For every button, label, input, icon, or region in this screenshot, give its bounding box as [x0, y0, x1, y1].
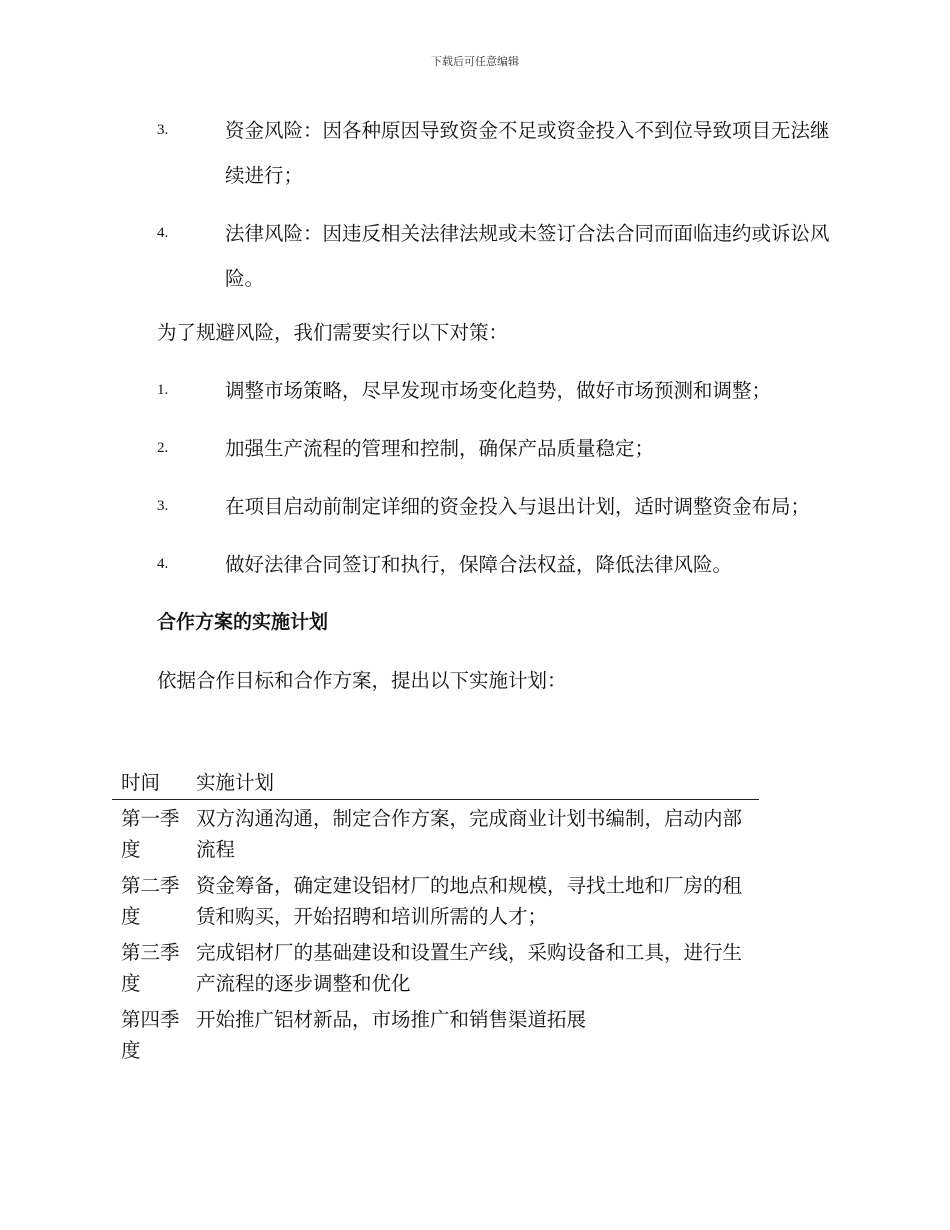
list-item-text: 资金风险：因各种原因导致资金不足或资金投入不到位导致项目无法继续进行；	[225, 119, 830, 187]
table-cell-time: 第一季度	[121, 807, 180, 861]
list-item-text: 做好法律合同签订和执行，保障合法权益，降低法律风险。	[225, 553, 733, 576]
table-row	[112, 934, 759, 1001]
list-item	[112, 108, 834, 198]
table-cell-plan: 开始推广铝材新品，市场推广和销售渠道拓展	[196, 1008, 587, 1031]
table-header-row	[112, 764, 759, 800]
list-item-text: 调整市场策略，尽早发现市场变化趋势，做好市场预测和调整；	[225, 379, 772, 402]
table-cell-time: 第四季度	[121, 1008, 180, 1062]
list-item-text: 加强生产流程的管理和控制，确保产品质量稳定；	[225, 437, 655, 460]
table-cell-plan: 完成铝材厂的基础建设和设置生产线，采购设备和工具，进行生产流程的逐步调整和优化	[196, 941, 743, 995]
table-row	[112, 1001, 759, 1068]
list-number: 2.	[157, 440, 169, 456]
table-row	[112, 800, 759, 868]
table-row	[112, 867, 759, 934]
risk-list	[112, 108, 834, 301]
table-header-time: 时间	[112, 764, 187, 800]
implementation-plan-table	[112, 764, 759, 1068]
list-number: 4.	[157, 225, 169, 241]
list-item	[112, 542, 834, 587]
list-number: 3.	[157, 122, 169, 138]
table-cell-plan: 双方沟通沟通，制定合作方案，完成商业计划书编制，启动内部流程	[196, 807, 743, 861]
list-item	[112, 368, 834, 413]
list-number: 3.	[157, 498, 169, 514]
table-cell-plan: 资金筹备，确定建设铝材厂的地点和规模，寻找土地和厂房的租赁和购买，开始招聘和培训所需的人才；	[196, 874, 743, 928]
list-item-text: 在项目启动前制定详细的资金投入与退出计划，适时调整资金布局；	[225, 495, 811, 518]
intro-paragraph: 为了规避风险，我们需要实行以下对策：	[157, 321, 509, 344]
section-intro: 依据合作目标和合作方案，提出以下实施计划：	[157, 669, 567, 692]
list-item	[112, 484, 834, 529]
table-cell-time: 第二季度	[121, 874, 180, 928]
list-item	[112, 426, 834, 471]
list-number: 4.	[157, 556, 169, 572]
measures-section	[112, 310, 834, 703]
page-header-note: 下载后可任意编辑	[431, 55, 519, 68]
list-item-text: 法律风险：因违反相关法律法规或未签订合法合同而面临违约或诉讼风险。	[225, 222, 830, 290]
table-header-plan: 实施计划	[187, 764, 759, 800]
table-cell-time: 第三季度	[121, 941, 180, 995]
section-heading: 合作方案的实施计划	[157, 611, 329, 633]
list-number: 1.	[157, 382, 169, 398]
list-item	[112, 211, 834, 301]
